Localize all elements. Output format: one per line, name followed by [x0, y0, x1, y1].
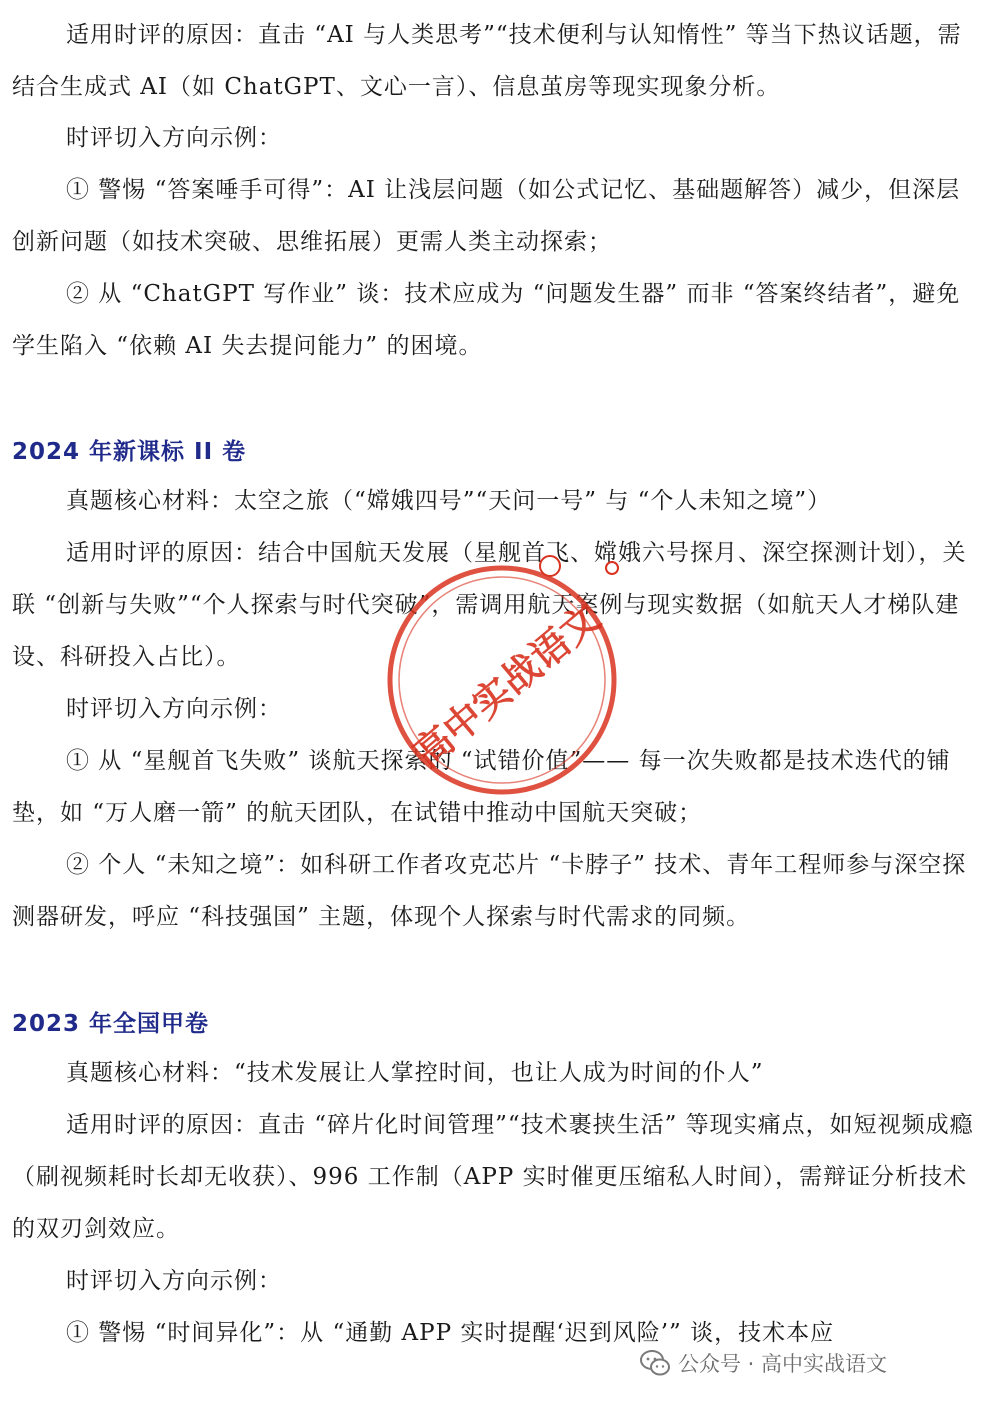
paragraph-example-1: ① 警惕 “答案唾手可得”：AI 让浅层问题（如公式记忆、基础题解答）减少，但深层创新问题（如技术突破、思维拓展）更需人类主动探索；: [12, 177, 961, 255]
watermark: [640, 1346, 887, 1380]
watermark-text: 公众号 · 高中实战语文: [678, 1352, 888, 1376]
wechat-icon: [640, 1350, 670, 1376]
paragraph-material-2024: 真题核心材料：太空之旅（“嫦娥四号”“天问一号” 与 “个人未知之境”）: [66, 488, 832, 514]
paragraph-examples-label-2023: 时评切入方向示例：: [66, 1268, 282, 1294]
paragraph-examples-label-2024: 时评切入方向示例：: [66, 696, 282, 722]
paragraph-example-1-2023: ① 警惕 “时间异化”：从 “通勤 APP 实时提醒‘迟到风险’” 谈，技术本应: [66, 1320, 835, 1346]
paragraph-reason-ai: 适用时评的原因：直击 “AI 与人类思考”“技术便利与认知惰性” 等当下热议话题，需结合生成式 AI（如 ChatGPT、文心一言）、信息茧房等现实现象分析。: [12, 22, 962, 100]
paragraph-examples-label: 时评切入方向示例：: [66, 125, 282, 151]
paragraph-reason-2024: 适用时评的原因：结合中国航天发展（星舰首飞、嫦娥六号探月、深空探测计划），关联 “创新与失败”“个人探索与时代突破”，需调用航天案例与现实数据（如航天人才梯队建设、科研投入占比）。: [12, 540, 967, 670]
section-heading-2023: 2023 年全国甲卷: [12, 1011, 210, 1037]
paragraph-example-2-2024: ② 个人 “未知之境”：如科研工作者攻克芯片 “卡脖子” 技术、青年工程师参与深空探测器研发，呼应 “科技强国” 主题，体现个人探索与时代需求的同频。: [12, 852, 967, 930]
paragraph-example-1-2024: ① 从 “星舰首飞失败” 谈航天探索的 “试错价值”—— 每一次失败都是技术迭代的铺垫，如 “万人磨一箭” 的航天团队，在试错中推动中国航天突破；: [12, 748, 951, 826]
paragraph-example-2: ② 从 “ChatGPT 写作业” 谈：技术应成为 “问题发生器” 而非 “答案终结者”，避免学生陷入 “依赖 AI 失去提问能力” 的困境。: [12, 281, 961, 359]
paragraph-material-2023: 真题核心材料：“技术发展让人掌控时间，也让人成为时间的仆人”: [66, 1060, 764, 1086]
paragraph-reason-2023: 适用时评的原因：直击 “碎片化时间管理”“技术裹挟生活” 等现实痛点，如短视频成瘾（刷视频耗时长却无收获）、996 工作制（APP 实时催更压缩私人时间），需辩证分析技术的双刃剑效应。: [12, 1112, 974, 1242]
seal-stamp-text: 高中实战语文: [405, 595, 609, 776]
section-heading-2024: 2024 年新课标 II 卷: [12, 439, 247, 465]
